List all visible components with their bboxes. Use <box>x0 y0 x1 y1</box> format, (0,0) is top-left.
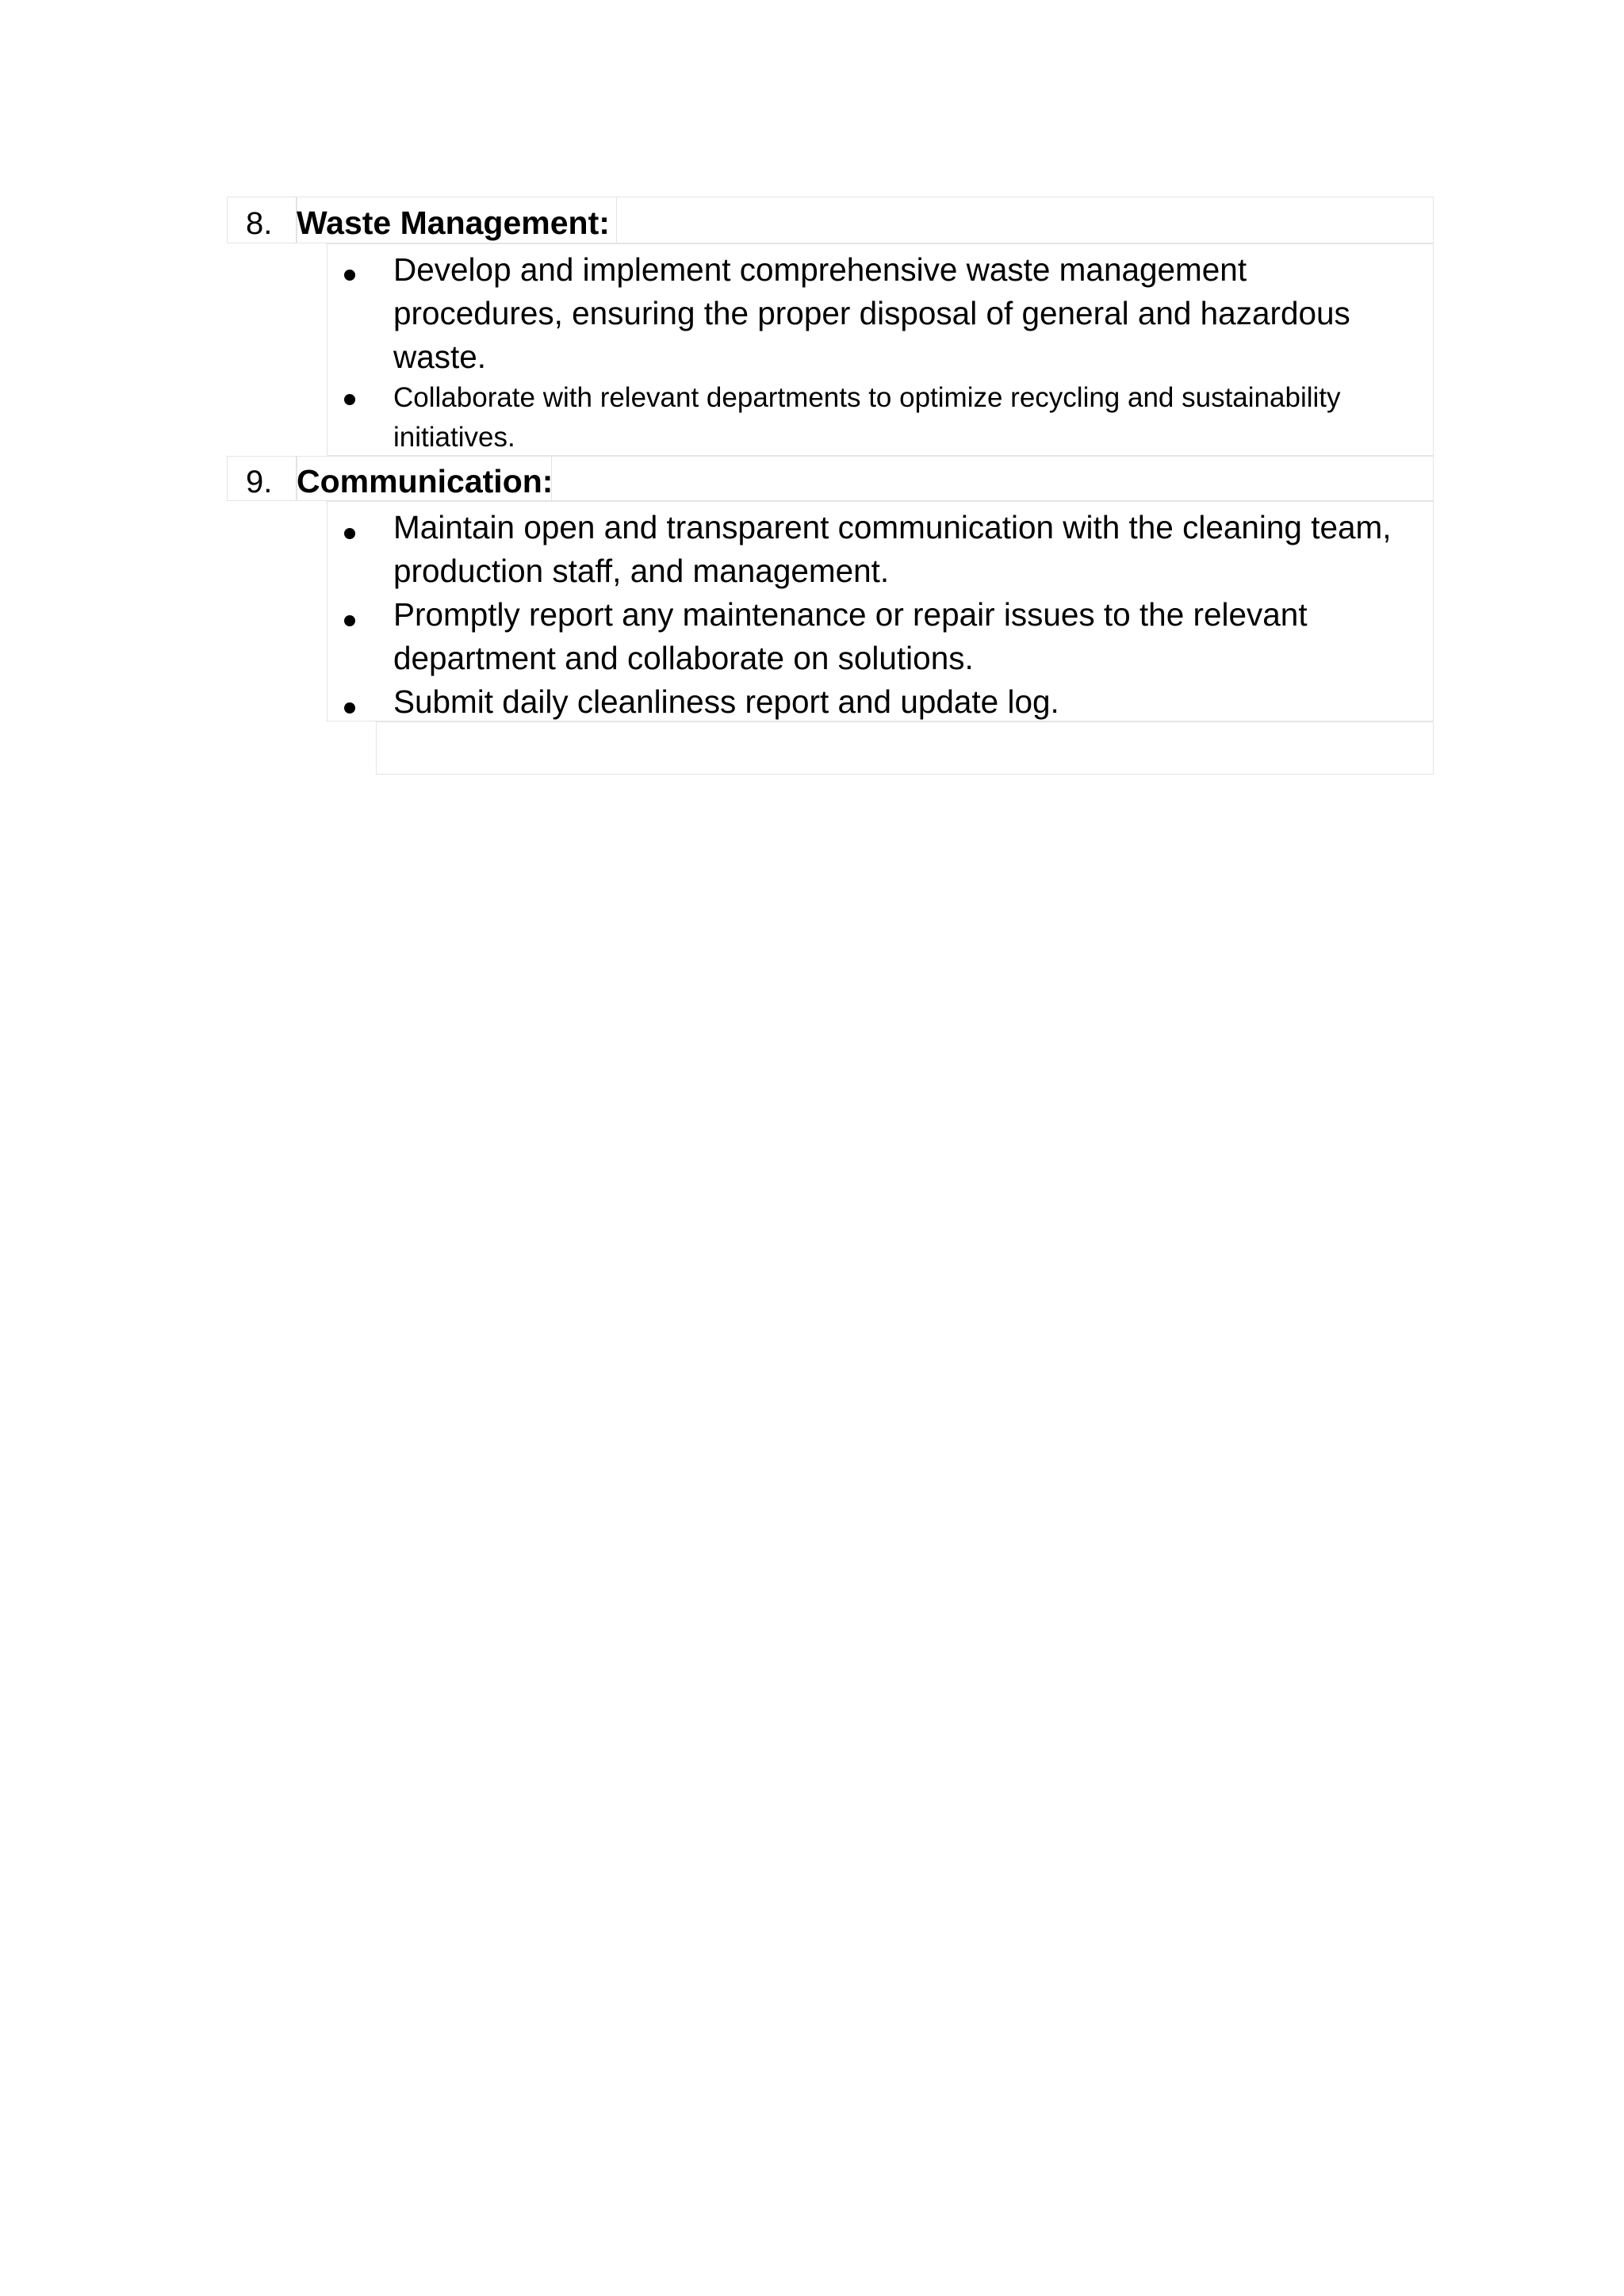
bullet-text-line: department and collaborate on solutions. <box>393 640 974 676</box>
bullet-icon <box>344 615 355 626</box>
bullet-text-line: production staff, and management. <box>393 553 890 589</box>
section-heading: Waste Management: <box>297 205 610 241</box>
section-number: 8. <box>246 206 273 241</box>
section-heading: Communication: <box>297 463 553 499</box>
bullet-text-line: waste. <box>393 339 487 375</box>
bullet-text-line: Submit daily cleanliness report and update log. <box>393 683 1059 720</box>
bullet-text-line: procedures, ensuring the proper disposal of general and hazardous <box>393 295 1350 331</box>
bullet-text-line: Promptly report any maintenance or repair issues to the relevant <box>393 596 1308 633</box>
section-number: 9. <box>246 465 273 499</box>
bullet-icon <box>344 270 355 281</box>
bullet-icon <box>344 528 355 539</box>
bullet-icon <box>344 702 355 714</box>
bullet-text-line: Develop and implement comprehensive waste management <box>393 251 1247 288</box>
empty-trailing-box <box>376 721 1434 775</box>
bullet-icon <box>344 394 355 405</box>
bullet-text-line: Collaborate with relevant departments to optimize recycling and sustainability <box>393 382 1341 413</box>
bullet-text-line: initiatives. <box>393 422 515 453</box>
bullet-text-line: Maintain open and transparent communication with the cleaning team, <box>393 509 1392 545</box>
